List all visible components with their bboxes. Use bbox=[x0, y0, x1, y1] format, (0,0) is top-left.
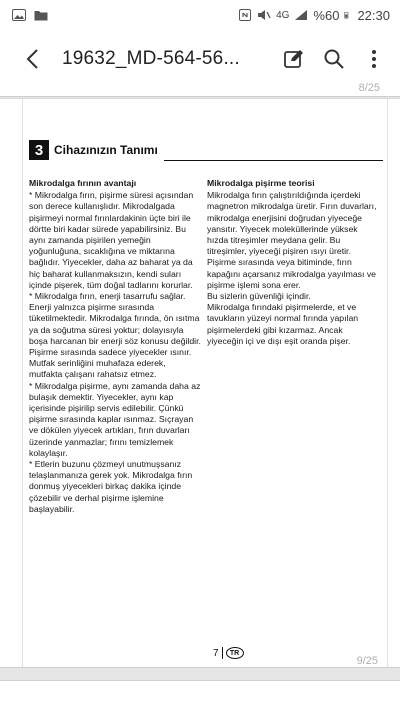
page-footer bbox=[213, 647, 244, 659]
app-toolbar bbox=[0, 30, 400, 89]
more-options-button[interactable] bbox=[354, 37, 394, 81]
status-left-icons bbox=[0, 9, 48, 21]
previous-page-number: 8/25 bbox=[358, 82, 380, 94]
search-button[interactable] bbox=[314, 37, 354, 81]
right-column bbox=[207, 178, 379, 347]
status-right-icons bbox=[238, 8, 400, 23]
left-column-heading: Mikrodalga fırının avantajı bbox=[29, 178, 137, 188]
footer-divider bbox=[222, 647, 223, 659]
document-page[interactable] bbox=[0, 98, 400, 668]
image-icon bbox=[12, 9, 26, 21]
page-content bbox=[22, 99, 388, 667]
chevron-left-icon bbox=[25, 48, 39, 70]
status-bar bbox=[0, 0, 400, 30]
edit-icon bbox=[283, 48, 305, 70]
previous-page-edge[interactable] bbox=[0, 88, 400, 97]
page-indicator: 9/25 bbox=[356, 655, 378, 667]
section-number: 3 bbox=[29, 140, 49, 160]
search-icon bbox=[323, 48, 345, 70]
network-type: 4G bbox=[276, 9, 290, 21]
left-paragraph-2: * Mikrodalga fırın, enerji tasarrufu sağlar. Enerji yalnızca pişirme sırasında tüketilmektedir. Mikrodalga fırında, ön ısıtma ya da soğutma süresi yoktur; dolayısıyla boşa harcanan bir enerji söz konusu değildir. Pişirme sırasında sadece yiyecekler ısınır. Mutfak serinliğini muhafaza ederek, mutfakta çalışanı rahatsız etmez. bbox=[29, 291, 201, 380]
left-column bbox=[29, 178, 201, 515]
section-title: Cihazınızın Tanımı bbox=[54, 143, 158, 157]
section-rule bbox=[164, 150, 383, 161]
document-title: 19632_MD-564-56... bbox=[62, 48, 240, 69]
more-vert-icon bbox=[371, 48, 377, 70]
mute-icon bbox=[257, 9, 271, 21]
right-paragraph-1: Mikrodalga fırın çalıştırıldığında içerdeki magnetron mikrodalga üretir. Fırın duvarları, mikrodalga enerjisini doğrudan yiyeceğe yansıtır. Yiyecek moleküllerinde yüksek hızda titreşimler meydana gelir. Bu titreşimler, yiyeceği pişiren ısıyı üretir. Pişirme sırasında veya bitiminde, fırın kapağını açarsanız mikrodalga yayılması ve pişirme işlemi sona erer. bbox=[207, 190, 377, 290]
next-page-edge[interactable] bbox=[0, 680, 400, 721]
right-paragraph-2: Bu sizlerin güvenliği içindir. bbox=[207, 291, 311, 302]
battery-percent: %60 bbox=[313, 7, 340, 23]
folder-icon bbox=[34, 9, 48, 21]
language-badge: TR bbox=[226, 647, 244, 659]
left-paragraph-4: * Etlerin buzunu çözmeyi unutmuşsanız telaşlanmanıza gerek yok. Mikrodalga fırın donmuş yiyecekleri birkaç dakika içinde çözebilir ve derhal pişirme işlemine başlayabilir. bbox=[29, 459, 193, 514]
right-column-heading: Mikrodalga pişirme teorisi bbox=[207, 178, 315, 188]
section-heading bbox=[29, 139, 383, 161]
right-paragraph-3: Mikrodalga fırındaki pişirmelerde, et ve tavukların yüzeyi normal fırında yapılan pişirmelerdeki gibi kızarmaz. Ancak yiyeceğin içi ve dışı eşit oranda pişer. bbox=[207, 302, 359, 346]
left-paragraph-1: * Mikrodalga fırın, pişirme süresi açısından son derece kullanışlıdır. Mikrodalgada pişirmeyi normal fırınlardakinin üçte biri ile dörtte biri kadar sürede yapabilirsiniz. Bu aynı zamanda pişirilen yemeğin yoğunluğuna, sıcaklığına ve miktarına bağlıdır. Yiyecekler, daha az baharat ya da hiç baharat kullanmaksızın, kendi suları içinde pişerek, tüm doğal tadlarını korurlar. bbox=[29, 190, 194, 290]
footer-page-number: 7 bbox=[213, 647, 219, 659]
battery-icon bbox=[344, 9, 352, 21]
nfc-icon bbox=[238, 9, 252, 21]
left-paragraph-3: * Mikrodalga pişirme, aynı zamanda daha az bulaşık demektir. Yiyecekler, aynı kap içerisinde pişirilip servis edilebilir. Çünkü pişirme sırasında kaplar ısınmaz. Sıçrayan ve dökülen yiyecek artıkları, fırın duvarları üzerinde yanmazlar; fırını temizlemek kolaylaşır. bbox=[29, 380, 201, 458]
back-button[interactable] bbox=[10, 37, 54, 81]
clock: 22:30 bbox=[357, 7, 390, 23]
signal-icon bbox=[294, 9, 308, 21]
edit-button[interactable] bbox=[274, 37, 314, 81]
